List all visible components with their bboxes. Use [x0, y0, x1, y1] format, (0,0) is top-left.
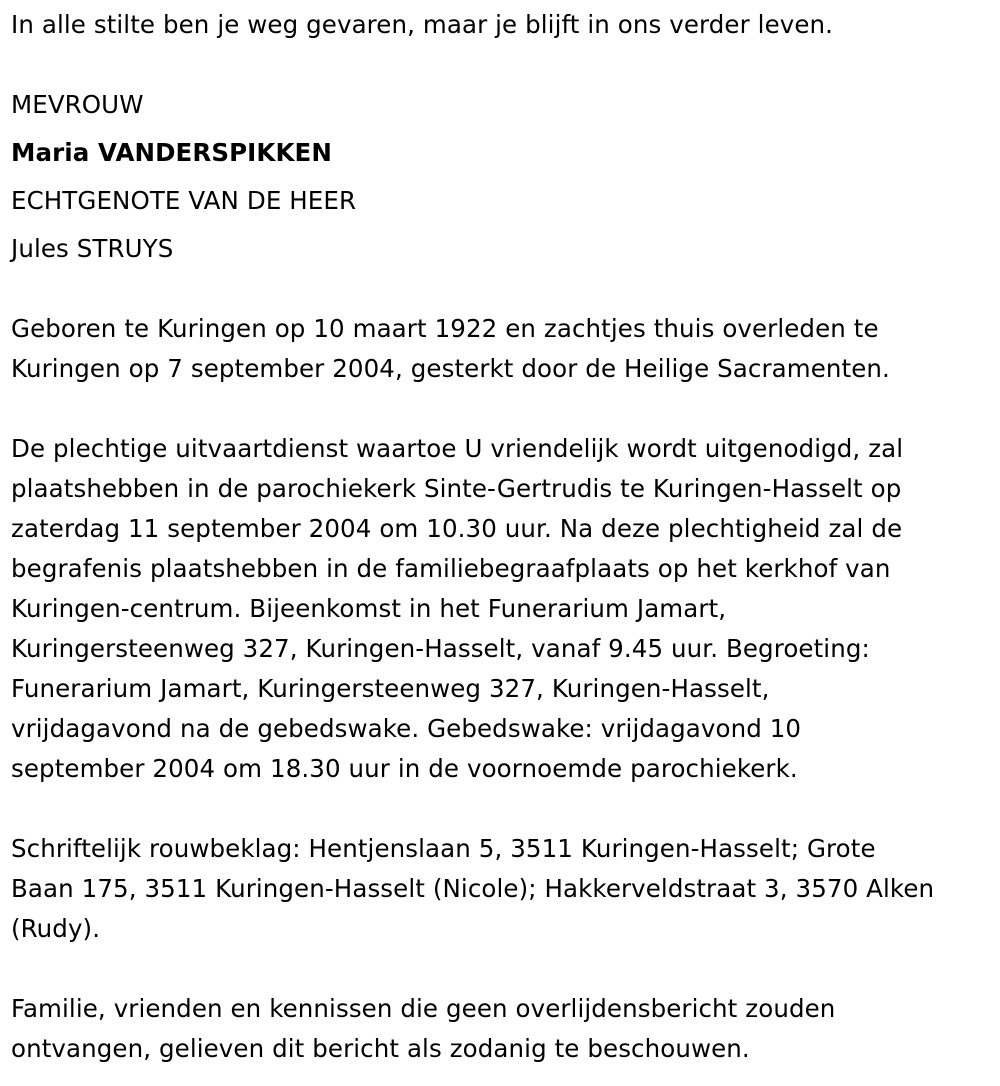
- paragraph-line: vrijdagavond na de gebedswake. Gebedswake: vrijdagavond 10: [11, 714, 802, 743]
- paragraph-line: begrafenis plaatshebben in de familiebegraafplaats op het kerkhof van: [11, 554, 891, 583]
- paragraph-line: ontvangen, gelieven dit bericht als zodanig te beschouwen.: [11, 1034, 750, 1063]
- spouse-name: Jules STRUYS: [11, 234, 174, 263]
- paragraph-line: Geboren te Kuringen op 10 maart 1922 en zachtjes thuis overleden te: [11, 314, 879, 343]
- paragraph-line: Kuringersteenweg 327, Kuringen-Hasselt, vanaf 9.45 uur. Begroeting:: [11, 634, 870, 663]
- paragraph-line: Kuringen-centrum. Bijeenkomst in het Funerarium Jamart,: [11, 594, 727, 623]
- deceased-title: MEVROUW: [11, 90, 144, 119]
- paragraph-line: Kuringen op 7 september 2004, gesterkt door de Heilige Sacramenten.: [11, 354, 890, 383]
- paragraph-line: De plechtige uitvaartdienst waartoe U vriendelijk wordt uitgenodigd, zal: [11, 434, 904, 463]
- deceased-relation: ECHTGENOTE VAN DE HEER: [11, 186, 357, 215]
- paragraph-line: Schriftelijk rouwbeklag: Hentjenslaan 5, 3511 Kuringen-Hasselt; Grote: [11, 834, 876, 863]
- paragraph-line: (Rudy).: [11, 914, 101, 943]
- paragraph-line: september 2004 om 18.30 uur in de voornoemde parochiekerk.: [11, 754, 798, 783]
- paragraph-line: Familie, vrienden en kennissen die geen overlijdensbericht zouden: [11, 994, 836, 1023]
- paragraph-line: Funerarium Jamart, Kuringersteenweg 327, Kuringen-Hasselt,: [11, 674, 770, 703]
- opening-quote: In alle stilte ben je weg gevaren, maar je blijft in ons verder leven.: [11, 10, 834, 39]
- paragraph-line: zaterdag 11 september 2004 om 10.30 uur. Na deze plechtigheid zal de: [11, 514, 903, 543]
- paragraph-line: plaatshebben in de parochiekerk Sinte-Gertrudis te Kuringen-Hasselt op: [11, 474, 902, 503]
- paragraph-line: Baan 175, 3511 Kuringen-Hasselt (Nicole); Hakkerveldstraat 3, 3570 Alken: [11, 874, 935, 903]
- deceased-name: Maria VANDERSPIKKEN: [11, 138, 332, 167]
